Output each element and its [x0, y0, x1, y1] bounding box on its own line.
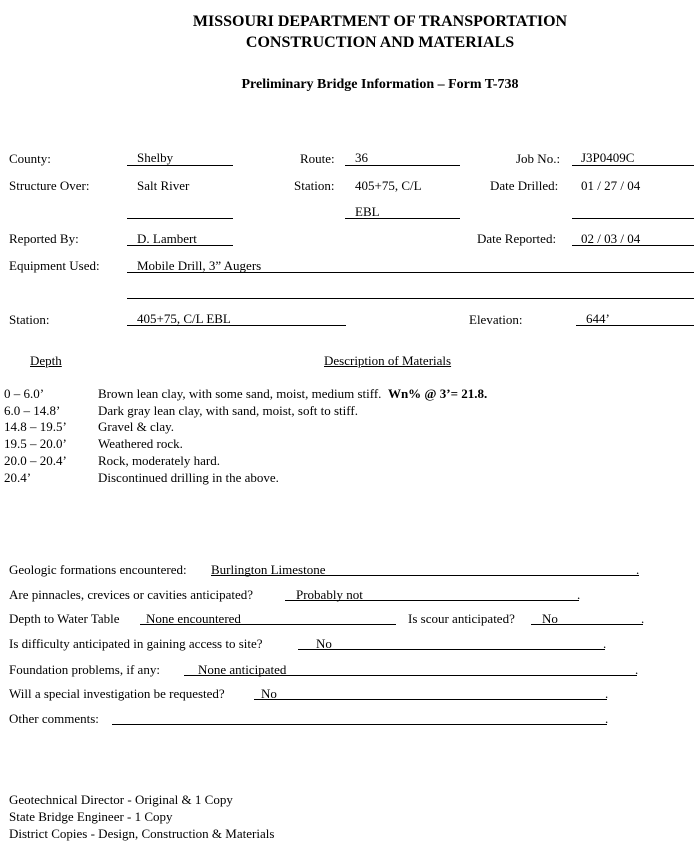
- route-label: Route:: [300, 151, 335, 166]
- log-description: Gravel & clay.: [98, 419, 175, 434]
- station-value-line2: EBL: [355, 204, 380, 219]
- access-label: Is difficulty anticipated in gaining access to site?: [9, 636, 263, 651]
- water-table-value: None encountered: [146, 611, 241, 626]
- scour-value: No: [542, 611, 558, 626]
- reported-by-value: D. Lambert: [137, 231, 197, 246]
- special-investigation-value: No: [261, 686, 277, 701]
- log-depth: 6.0 – 14.8’: [4, 403, 61, 418]
- date-drilled-value: 01 / 27 / 04: [581, 178, 641, 193]
- station2-value: 405+75, C/L EBL: [137, 311, 231, 326]
- form-title: Preliminary Bridge Information – Form T-738: [241, 77, 519, 92]
- date-reported-value: 02 / 03 / 04: [581, 231, 641, 246]
- log-description: Weathered rock.: [98, 436, 183, 451]
- geologic-value: Burlington Limestone: [211, 562, 326, 577]
- geologic-label: Geologic formations encountered:: [9, 562, 187, 577]
- description-header: Description of Materials: [324, 353, 452, 368]
- pinnacles-value: Probably not: [296, 587, 363, 602]
- foundation-value: None anticipated: [198, 662, 287, 677]
- foundation-label: Foundation problems, if any:: [9, 662, 160, 677]
- log-depth: 20.0 – 20.4’: [4, 453, 67, 468]
- comments-label: Other comments:: [9, 711, 99, 726]
- station-label: Station:: [294, 178, 335, 193]
- log-description: Dark gray lean clay, with sand, moist, soft to stiff.: [98, 403, 358, 418]
- log-depth: 19.5 – 20.0’: [4, 436, 67, 451]
- date-drilled-label: Date Drilled:: [490, 178, 559, 193]
- equipment-label: Equipment Used:: [9, 258, 100, 273]
- special-investigation-label: Will a special investigation be requested?: [9, 686, 225, 701]
- elevation-value: 644’: [586, 311, 610, 326]
- water-table-label: Depth to Water Table: [9, 611, 120, 626]
- distribution-line-1: Geotechnical Director - Original & 1 Copy: [9, 792, 233, 807]
- scour-label: Is scour anticipated?: [408, 611, 515, 626]
- log-depth: 20.4’: [4, 470, 32, 485]
- moisture-note: Wn% @ 3’= 21.8.: [387, 386, 488, 401]
- log-depth: 0 – 6.0’: [4, 386, 45, 401]
- station2-label: Station:: [9, 312, 50, 327]
- access-value: No: [316, 636, 332, 651]
- depth-header: Depth: [30, 353, 62, 368]
- distribution-line-2: State Bridge Engineer - 1 Copy: [9, 809, 173, 824]
- division-title: CONSTRUCTION AND MATERIALS: [245, 34, 515, 51]
- elevation-label: Elevation:: [469, 312, 523, 327]
- county-label: County:: [9, 151, 51, 166]
- log-description: Rock, moderately hard.: [98, 453, 221, 468]
- structure-value: Salt River: [137, 178, 190, 193]
- pinnacles-label: Are pinnacles, crevices or cavities anticipated?: [9, 587, 253, 602]
- date-reported-label: Date Reported:: [477, 231, 557, 246]
- log-description: Discontinued drilling in the above.: [98, 470, 279, 485]
- job-label: Job No.:: [516, 151, 561, 166]
- structure-label: Structure Over:: [9, 178, 90, 193]
- job-value: J3P0409C: [581, 150, 635, 165]
- agency-title: MISSOURI DEPARTMENT OF TRANSPORTATION: [192, 13, 568, 30]
- station-value-line1: 405+75, C/L: [355, 178, 422, 193]
- reported-by-label: Reported By:: [9, 231, 79, 246]
- route-value: 36: [355, 150, 368, 165]
- log-description: Brown lean clay, with some sand, moist, medium stiff. Wn% @ 3’= 21.8.: [98, 386, 488, 401]
- distribution-line-3: District Copies - Design, Construction & Materials: [9, 826, 275, 841]
- log-depth: 14.8 – 19.5’: [4, 419, 67, 434]
- equipment-value: Mobile Drill, 3” Augers: [137, 258, 262, 273]
- county-value: Shelby: [137, 150, 174, 165]
